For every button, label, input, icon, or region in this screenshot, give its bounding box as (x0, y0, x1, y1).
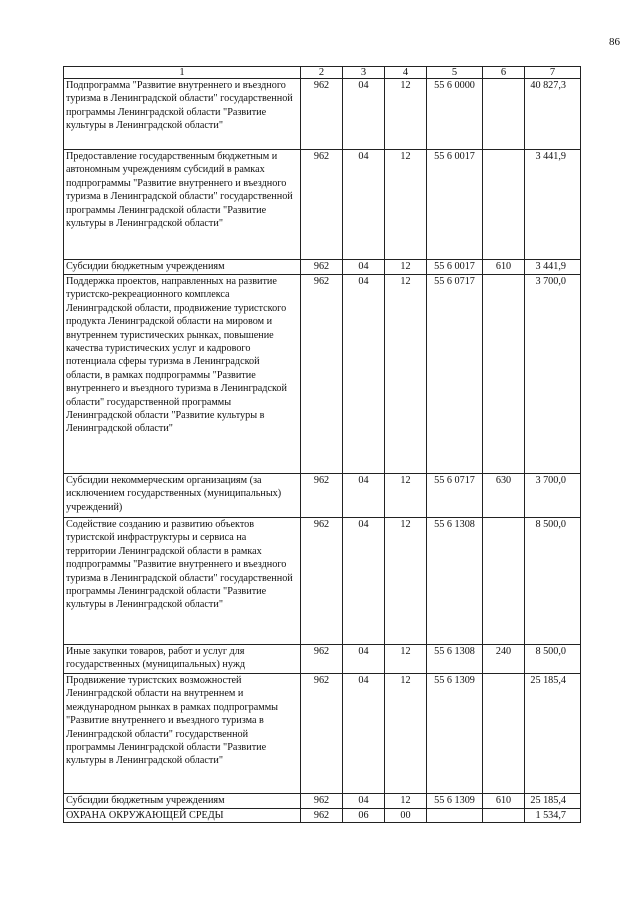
row-type-cell (483, 150, 525, 260)
row-amount-cell: 3 441,9 (525, 150, 581, 260)
table-row (64, 809, 581, 823)
header-cell: 5 (427, 67, 483, 79)
row-name-cell: Продвижение туристских возможностей Ленинградской области на внутреннем и международном рынках в рамках подпрограммы "Развитие внутреннего и въездного туризма в Ленинградской области" государственной программы Ленинградской области "Развитие культуры в Ленинградской области" (64, 674, 301, 794)
row-type-cell: 610 (483, 260, 525, 275)
header-cell: 4 (385, 67, 427, 79)
row-section-cell: 04 (343, 474, 385, 518)
row-section-cell: 04 (343, 79, 385, 150)
row-section-cell: 06 (343, 809, 385, 823)
row-subsection-cell: 12 (385, 260, 427, 275)
row-subsection-cell: 12 (385, 79, 427, 150)
header-cell: 7 (525, 67, 581, 79)
row-amount-cell: 3 441,9 (525, 260, 581, 275)
row-section-cell: 04 (343, 150, 385, 260)
table-row (64, 260, 581, 275)
row-target-cell: 55 6 0017 (427, 260, 483, 275)
row-target-cell: 55 6 0717 (427, 474, 483, 518)
table-row (64, 150, 581, 260)
row-section-cell: 04 (343, 794, 385, 809)
row-type-cell (483, 674, 525, 794)
row-subsection-cell: 12 (385, 474, 427, 518)
row-code-cell: 962 (301, 79, 343, 150)
row-amount-cell: 1 534,7 (525, 809, 581, 823)
row-target-cell: 55 6 0000 (427, 79, 483, 150)
header-cell: 6 (483, 67, 525, 79)
row-target-cell (427, 809, 483, 823)
header-cell: 2 (301, 67, 343, 79)
row-code-cell: 962 (301, 674, 343, 794)
row-name-cell: Субсидии некоммерческим организациям (за исключением государственных (муниципальных) учреждений) (64, 474, 301, 518)
row-name-cell: Подпрограмма "Развитие внутреннего и въездного туризма в Ленинградской области" государственной программы Ленинградской области "Развитие культуры в Ленинградской области" (64, 79, 301, 150)
row-code-cell: 962 (301, 809, 343, 823)
row-amount-cell: 3 700,0 (525, 275, 581, 474)
row-name-cell: Предоставление государственным бюджетным и автономным учреждениям субсидий в рамках подпрограммы "Развитие внутреннего и въездного туризма в Ленинградской области" государственной программы Ленинградской области "Развитие культуры в Ленинградской области" (64, 150, 301, 260)
row-section-cell: 04 (343, 275, 385, 474)
row-amount-cell: 25 185,4 (525, 794, 581, 809)
row-type-cell: 240 (483, 645, 525, 674)
row-type-cell: 610 (483, 794, 525, 809)
row-target-cell: 55 6 1308 (427, 518, 483, 645)
row-subsection-cell: 12 (385, 275, 427, 474)
row-type-cell (483, 809, 525, 823)
row-type-cell (483, 79, 525, 150)
table-row (64, 674, 581, 794)
row-code-cell: 962 (301, 275, 343, 474)
row-target-cell: 55 6 0017 (427, 150, 483, 260)
row-type-cell: 630 (483, 474, 525, 518)
header-cell: 3 (343, 67, 385, 79)
row-amount-cell: 25 185,4 (525, 674, 581, 794)
row-code-cell: 962 (301, 518, 343, 645)
row-name-cell: Иные закупки товаров, работ и услуг для государственных (муниципальных) нужд (64, 645, 301, 674)
row-name-cell: Поддержка проектов, направленных на развитие туристско-рекреационного комплекса Ленинградской области, продвижение туристского продукта Ленинградской области на мировом и внутреннем туристических рынках, повышение качества туристических услуг и кадрового потенциала сферы туризма в Ленинградской области, в рамках подпрограммы "Развитие внутреннего и въездного туризма в Ленинградской области" государственной программы Ленинградской области "Развитие культуры в Ленинградской области" (64, 275, 301, 474)
row-type-cell (483, 518, 525, 645)
table-row (64, 518, 581, 645)
row-code-cell: 962 (301, 150, 343, 260)
table-row (64, 794, 581, 809)
row-subsection-cell: 12 (385, 518, 427, 645)
budget-table (63, 66, 581, 823)
row-subsection-cell: 12 (385, 645, 427, 674)
row-target-cell: 55 6 1308 (427, 645, 483, 674)
page-number: 86 (609, 36, 620, 48)
header-cell: 1 (64, 67, 301, 79)
row-subsection-cell: 00 (385, 809, 427, 823)
row-target-cell: 55 6 0717 (427, 275, 483, 474)
row-type-cell (483, 275, 525, 474)
row-subsection-cell: 12 (385, 794, 427, 809)
table-row (64, 645, 581, 674)
row-section-cell: 04 (343, 645, 385, 674)
row-name-cell: ОХРАНА ОКРУЖАЮЩЕЙ СРЕДЫ (64, 809, 301, 823)
table-row (64, 79, 581, 150)
row-amount-cell: 3 700,0 (525, 474, 581, 518)
row-section-cell: 04 (343, 518, 385, 645)
row-code-cell: 962 (301, 645, 343, 674)
row-name-cell: Содействие созданию и развитию объектов туристской инфраструктуры и сервиса на территории Ленинградской области в рамках подпрограммы "Развитие внутреннего и въездного туризма в Ленинградской области" государственной программы Ленинградской области "Развитие культуры в Ленинградской области" (64, 518, 301, 645)
row-target-cell: 55 6 1309 (427, 674, 483, 794)
row-subsection-cell: 12 (385, 674, 427, 794)
row-code-cell: 962 (301, 474, 343, 518)
row-target-cell: 55 6 1309 (427, 794, 483, 809)
row-name-cell: Субсидии бюджетным учреждениям (64, 260, 301, 275)
row-amount-cell: 8 500,0 (525, 645, 581, 674)
table-row (64, 474, 581, 518)
row-section-cell: 04 (343, 674, 385, 794)
table-header-row (64, 67, 581, 79)
row-name-cell: Субсидии бюджетным учреждениям (64, 794, 301, 809)
row-section-cell: 04 (343, 260, 385, 275)
row-amount-cell: 8 500,0 (525, 518, 581, 645)
table-row (64, 275, 581, 474)
row-amount-cell: 40 827,3 (525, 79, 581, 150)
row-code-cell: 962 (301, 260, 343, 275)
row-subsection-cell: 12 (385, 150, 427, 260)
row-code-cell: 962 (301, 794, 343, 809)
